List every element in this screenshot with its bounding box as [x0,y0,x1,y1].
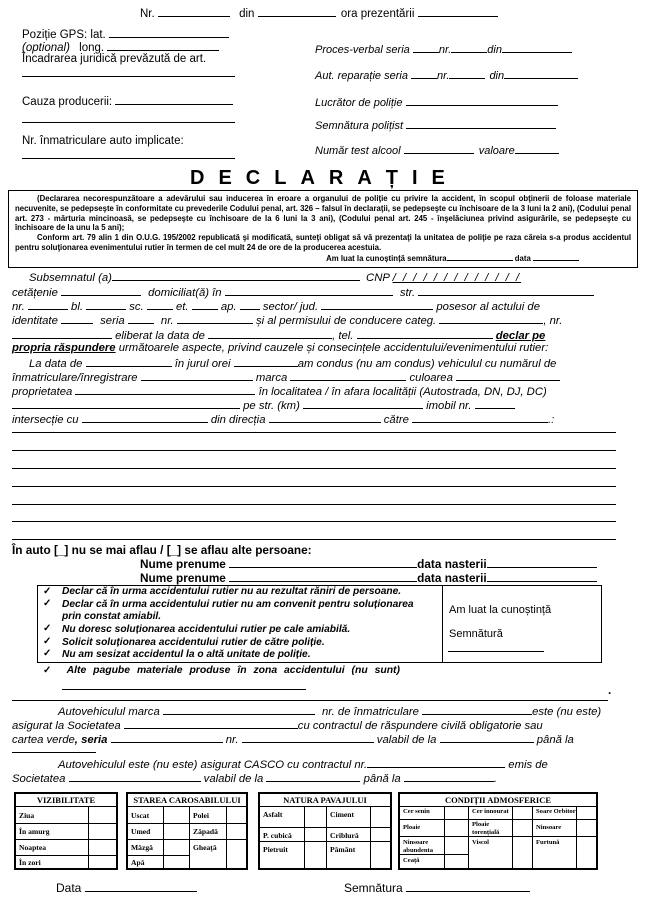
directia-field[interactable] [269,412,381,423]
ap-field[interactable] [240,299,260,310]
cetatenie-field[interactable] [61,285,141,296]
ack-box-signature-label: Semnătură [449,628,503,640]
test-alcool-field[interactable] [404,143,474,154]
atmosferice-option[interactable]: Ploaie torențială [472,821,500,836]
carosabil-option[interactable]: Umed [131,827,151,836]
vizibilitate-option[interactable]: În amurg [19,827,50,836]
alte-pagube-field-2[interactable] [12,690,608,701]
pv-row [315,42,572,56]
sector-field[interactable] [321,299,433,310]
alte-pagube-label: Alte pagube materiale produse în zona accidentului (nu sunt) [66,665,400,676]
ora-accident-field[interactable] [234,356,298,367]
din-label: din [239,8,255,20]
et-field[interactable] [192,299,218,310]
cnp-field[interactable]: / / / / / / / / / / / / / [392,272,522,284]
casco-pana-field[interactable] [404,771,494,782]
pe-str-label: pe str. (km) [243,400,300,412]
eliberat-field[interactable] [208,328,332,339]
pavaj-option[interactable]: Pietruit [263,845,288,854]
domiciliu-field[interactable] [225,285,393,296]
notice-ack-field[interactable] [447,253,513,261]
vizibilitate-option[interactable]: Noaptea [19,843,46,852]
carosabil-option[interactable]: Polei [193,811,210,820]
divider [16,823,116,824]
writing-line[interactable] [12,504,616,505]
test-alcool-label: Număr test alcool [315,145,401,157]
permis-nr-field[interactable] [12,328,112,339]
line-end-dot: . [608,685,612,697]
divider [400,819,596,820]
footer-data-label: Data [56,881,82,895]
vehicle-row-1 [58,704,601,718]
sc-label: sc. [129,301,144,313]
ap-label: ap. [220,301,237,313]
imobil-label: imobil nr. [426,400,472,412]
cartea-verde-label: cartea verde [12,734,75,746]
pavaj-option[interactable]: P. cubică [263,831,292,840]
lucrator-field[interactable] [406,95,558,106]
divider [532,807,533,868]
casco-valabil-label: valabil de la [203,773,264,785]
check-icon[interactable]: ✓ [43,665,52,676]
body-row-11 [12,412,554,426]
body-row-4 [12,313,562,327]
data-nasterii-field[interactable] [487,571,597,582]
notice-ack-label: Am luat la cunoștință semnătura [326,253,447,263]
cauza-field-2[interactable] [22,112,235,123]
carosabil-option[interactable]: Gheață [193,843,217,852]
ora-field[interactable] [418,6,498,17]
divider [128,823,246,824]
subsemnatul-label: Subsemnatul (a) [29,272,112,284]
body-row-2 [12,285,594,299]
identitate-label: identitate [12,315,58,327]
nr-label-4: , nr. [543,315,563,327]
atmosferice-option[interactable]: Soare Orbitor [536,808,576,815]
body-row-1 [29,270,521,284]
divider [260,841,390,842]
lucrator-row [315,95,558,109]
pavaj-option[interactable]: Asfalt [263,810,283,819]
atmosferice-option[interactable]: Cer innourat [472,808,509,815]
body-row-5 [12,328,545,342]
pavaj-option[interactable]: Ciment [330,810,355,819]
atmosferice-option[interactable]: Furtună [536,839,560,846]
gps-row [22,27,229,41]
societatea-label: Societatea [12,773,66,785]
catre-label: către [383,414,409,426]
ack-box-label: Am luat la cunoștință [449,604,552,616]
pavaj-option[interactable]: Criblură [330,831,359,840]
la-data-field[interactable] [86,356,172,367]
vehicle-row-3 [12,732,574,746]
divider [128,839,246,840]
nr-label: Nr. [140,8,155,20]
propria-label: propria răspundere [12,342,116,354]
atmosferice-option[interactable]: Ninsoare abundenta [403,839,434,854]
writing-line[interactable] [12,468,616,469]
divider [128,855,189,856]
aut-seria-field[interactable] [411,68,437,79]
tel-label: , tel. [332,330,354,342]
aut-label: Aut. reparație seria [315,70,408,82]
divider [512,807,513,868]
permis-categ-field[interactable] [439,313,543,324]
end-punct: .: [548,414,555,426]
atmosferice-table [398,792,598,870]
domiciliat-label: domiciliat(ă) în [148,287,222,299]
in-jurul-label: în jurul orei [174,358,231,370]
pe-str-field[interactable] [303,398,423,409]
page-title: DECLARAȚIE [190,167,459,189]
casco-field[interactable] [367,757,505,768]
atmosferice-option[interactable]: Ploaie [403,824,421,831]
body-row-9 [12,384,547,398]
date-field[interactable] [258,6,336,17]
pv-din-field[interactable] [502,42,572,53]
check-icon[interactable]: ✓ [43,623,52,634]
data-nasterii-label: data nasterii [417,557,487,571]
vehicle-row-2 [12,718,543,732]
valabil-label: valabil de la [376,734,437,746]
catre-field[interactable] [412,412,548,423]
incadrare-label: Încadrarea juridică prevăzută de art. [22,53,207,65]
divider [370,807,371,868]
lucrator-label: Lucrător de poliție [315,97,403,109]
urmatoarele-label: următoarele aspecte, privind cauzele și consecințele accidentului/evenimentului rutier: [115,342,549,354]
semnatura-politist-field[interactable] [406,118,556,129]
divider [163,807,164,868]
optional-label: (optional) [22,42,70,54]
este-label: este (nu este) [532,706,602,718]
inmatriculare-label: înmatriculare/înregistrare [12,372,138,384]
gps-lat-field[interactable] [109,27,229,38]
checklist-item: Declar că în urma accidentului rutier nu am convenit pentru soluționarea [62,599,414,610]
writing-line[interactable] [12,539,616,540]
casco-pana-label: până la [363,773,401,785]
gps-label: Poziție GPS: lat. [22,29,106,41]
casco-end-dot: . [493,773,497,785]
nr-field-2[interactable] [28,299,68,310]
test-alcool-row [315,143,559,157]
header-row [140,6,498,20]
divider [226,807,227,868]
footer-data-field[interactable] [85,881,197,892]
seria-label: seria [100,315,125,327]
str-label: str. [399,287,416,299]
declar-label: declar pe [495,330,546,342]
notice-ack-row [15,253,631,264]
writing-line[interactable] [12,432,616,433]
la-data-label: La data de [29,358,83,370]
posesor-label: posesor al actului de [436,301,540,313]
vizibilitate-title: VIZIBILITATE [16,794,116,807]
cartea-nr-label: nr. [225,734,239,746]
check-icon[interactable]: ✓ [43,648,52,659]
pavaj-title: NATURA PAVAJULUI [260,794,390,807]
notice-data-field[interactable] [533,253,579,261]
divider [576,807,577,868]
inmatriculare-field[interactable] [141,370,253,381]
data-nasterii-label: data nasterii [417,571,487,585]
pana-label: până la [536,734,574,746]
checklist-item: prin constat amiabil. [62,611,162,622]
nume-field[interactable] [112,270,360,281]
writing-line[interactable] [12,521,616,522]
nr-label-3: nr. [160,315,174,327]
str-field[interactable] [418,285,594,296]
nr-inmatriculare-label: Nr. înmatriculare auto implicate: [22,135,184,147]
valoare-label: valoare [478,145,515,157]
permis-label: și al permisului de conducere categ. [255,315,437,327]
alte-pagube-field[interactable] [62,679,306,690]
localitatea-field[interactable] [12,398,240,409]
notice-text-1: (Declararea necorespunzătoare a adevărului sau inducerea în eroare a organului de poliţie cu privire la accident, în scopul obţinerii de foloase materiale necuvenite, se pedepseşte în conformitate cu prevederile Codului penal, art. 326 – falsul în declaraţii, se pedepseşte cu închisoare de la 3 luni la 2 ani), (Codului penal art. 273 - mărturia mincinoasă, se pedepseşte cu închisoare de la 6 luni la 3 ani), (Codului penal art. 245 - înşelăciunea privind asigurările, se pedepseşte cu închisoare de la unu la 5 ani); [15,194,631,233]
data-nasterii-field[interactable] [487,557,597,568]
gps-long-row [22,40,219,54]
asigurat-label: asigurat la Societatea [12,720,121,732]
semnatura-politist-label: Semnătura polițist [315,120,404,132]
body-row-6 [12,342,548,354]
checklist-item: Declar că în urma accidentului rutier nu au rezultat răniri de persoane. [62,586,402,597]
vizibilitate-option[interactable]: În zori [19,858,41,867]
autovehicul-marca-field[interactable] [163,704,315,715]
ack-box-signature-field[interactable] [448,641,544,652]
pana-field[interactable] [12,742,96,753]
aut-nr-label: nr. [437,70,450,82]
notice-text-2: Conform art. 79 alin 1 din O.U.G. 195/2002 republicată şi modificată, sunteţi obligat să vă prezentaţi la unitatea de poliţie pe raza căreia s-a produs accidentul pentru soluţionarea evenimentului rutier în termen de cel mult 24 de ore de la producerea acestuia. [15,233,631,252]
aut-din-label: din [489,70,505,82]
cnp-label: CNP [366,272,390,284]
vehicle-inmatriculare-field[interactable] [422,704,532,715]
marca-label: marca [255,372,288,384]
nume-prenume-field[interactable] [229,571,417,582]
writing-line[interactable] [12,450,616,451]
pavaj-option[interactable]: Pământ [330,845,356,854]
body-row-10 [12,398,515,412]
nr-label-2: nr. [12,301,25,313]
directia-label: din direcția [210,414,266,426]
carosabil-title: STAREA CAROSABILULUI [128,794,246,807]
casco-valabil-field[interactable] [266,771,360,782]
bl-label: bl. [71,301,83,313]
seria-field[interactable] [128,313,154,324]
bl-field[interactable] [86,299,126,310]
vehicle-inmatriculare-label: nr. de înmatriculare [322,706,419,718]
check-icon[interactable]: ✓ [43,636,52,647]
autovehicul-marca-label: Autovehiculul marca [58,706,160,718]
semnatura-politist-row [315,118,556,132]
emis-label: emis de [508,759,548,771]
cauza-row [22,94,233,108]
vehicle-row-4 [58,757,548,771]
cartea-seria-label: , seria [74,734,108,746]
societate-field[interactable] [124,718,298,729]
atmosferice-option[interactable]: Ninsoare [536,824,562,831]
pavaj-table [258,792,392,870]
atmosferice-title: CONDIȚII ADMOSFERICE [400,794,596,807]
cartea-nr-field[interactable] [242,732,374,743]
et-label: et. [175,301,189,313]
divider [304,807,305,868]
cauza-field-1[interactable] [115,94,233,105]
persons-line[interactable]: În auto [_] nu se mai aflau / [_] se aflau alte persoane: [12,543,312,557]
culoarea-label: culoarea [409,372,453,384]
divider [88,807,89,868]
cartea-seria-field[interactable] [111,732,223,743]
casco-label: Autovehiculul este (nu este) asigurat CASCO cu contractul nr. [58,759,368,771]
vizibilitate-option[interactable]: Ziua [19,811,35,820]
sector-label: sector/ jud. [262,301,319,313]
nume-prenume-field[interactable] [229,557,417,568]
vehicle-row-5 [12,771,497,785]
carosabil-table [126,792,248,870]
imobil-field[interactable] [475,398,515,409]
intersectie-label: intersecție cu [12,414,79,426]
marca-field[interactable] [290,370,406,381]
casco-societatea-field[interactable] [69,771,201,782]
gps-long-field[interactable] [107,40,219,51]
tel-field[interactable] [357,328,493,339]
divider [16,839,116,840]
incadrare-field[interactable] [22,66,235,77]
person-row-2 [140,571,597,585]
proprietatea-field[interactable] [75,384,255,395]
pv-nr-label: nr. [438,44,452,56]
writing-line[interactable] [12,486,616,487]
intersectie-field[interactable] [82,412,208,423]
checklist-item: Nu doresc soluționarea accidentului rutier pe cale amiabilă. [62,624,351,635]
valabil-field[interactable] [440,732,534,743]
checklist-item: Solicit soluționarea accidentului rutier de către poliție. [62,637,325,648]
contract-label: cu contractul de răspundere civilă obligatorie sau [297,720,543,732]
pv-din-label: din [487,44,502,56]
nr-field[interactable] [158,6,230,17]
carosabil-option[interactable]: Apă [131,858,145,867]
check-icon[interactable]: ✓ [43,598,52,609]
body-row-8 [12,370,560,384]
atmosferice-option[interactable]: Cer senin [403,808,430,815]
notice-data-label: data [514,253,531,263]
valoare-field[interactable] [515,143,559,154]
nr-inmatriculare-field[interactable] [22,148,235,159]
footer-semnatura-field[interactable] [406,881,530,892]
pv-seria-field[interactable] [413,42,439,53]
identitate-field[interactable] [61,313,93,324]
am-condus-label: am condus (nu am condus) vehiculul cu numărul de [297,358,557,370]
carosabil-option[interactable]: Mâzgă [131,843,153,852]
divider [468,807,469,868]
body-row-3 [12,299,540,313]
culoarea-field[interactable] [456,370,560,381]
divider [16,855,116,856]
atmosferice-option[interactable]: Ceață [403,857,420,864]
localitatea-label: în localitatea / în afara localității (Autostrada, DN, DJ, DC) [258,386,547,398]
ora-label: ora prezentării [340,8,415,20]
nr-field-3[interactable] [177,313,253,324]
pv-nr-field[interactable] [451,42,487,53]
cauza-label: Cauza producerii: [22,96,113,108]
checklist-item: Nu am sesizat accidentul la o altă unitate de poliție. [62,649,311,660]
long-label: long. [79,42,105,54]
proprietatea-label: proprietatea [12,386,73,398]
nume-prenume-label: Nume prenume [140,571,226,585]
atmosferice-option[interactable]: Viscol [472,839,489,846]
eliberat-label: eliberat la data de [115,330,205,342]
nume-prenume-label: Nume prenume [140,557,226,571]
carosabil-option[interactable]: Zăpadă [193,827,218,836]
body-row-7 [29,356,556,370]
vizibilitate-table [14,792,118,870]
pv-label: Proces-verbal seria [315,44,410,56]
footer-semnatura-label: Semnătura [344,881,403,895]
person-row-1 [140,557,597,571]
alte-row [37,664,400,676]
divider [260,827,390,828]
aut-din-field[interactable] [504,68,578,79]
check-icon[interactable]: ✓ [43,586,52,597]
footer-signature [344,881,530,895]
carosabil-option[interactable]: Uscat [131,811,150,820]
aut-row [315,68,578,82]
legal-notice [8,190,638,268]
divider [444,807,445,868]
footer-date [56,881,197,895]
aut-nr-field[interactable] [449,68,485,79]
cetatenie-label: cetățenie [12,287,58,299]
sc-field[interactable] [147,299,173,310]
